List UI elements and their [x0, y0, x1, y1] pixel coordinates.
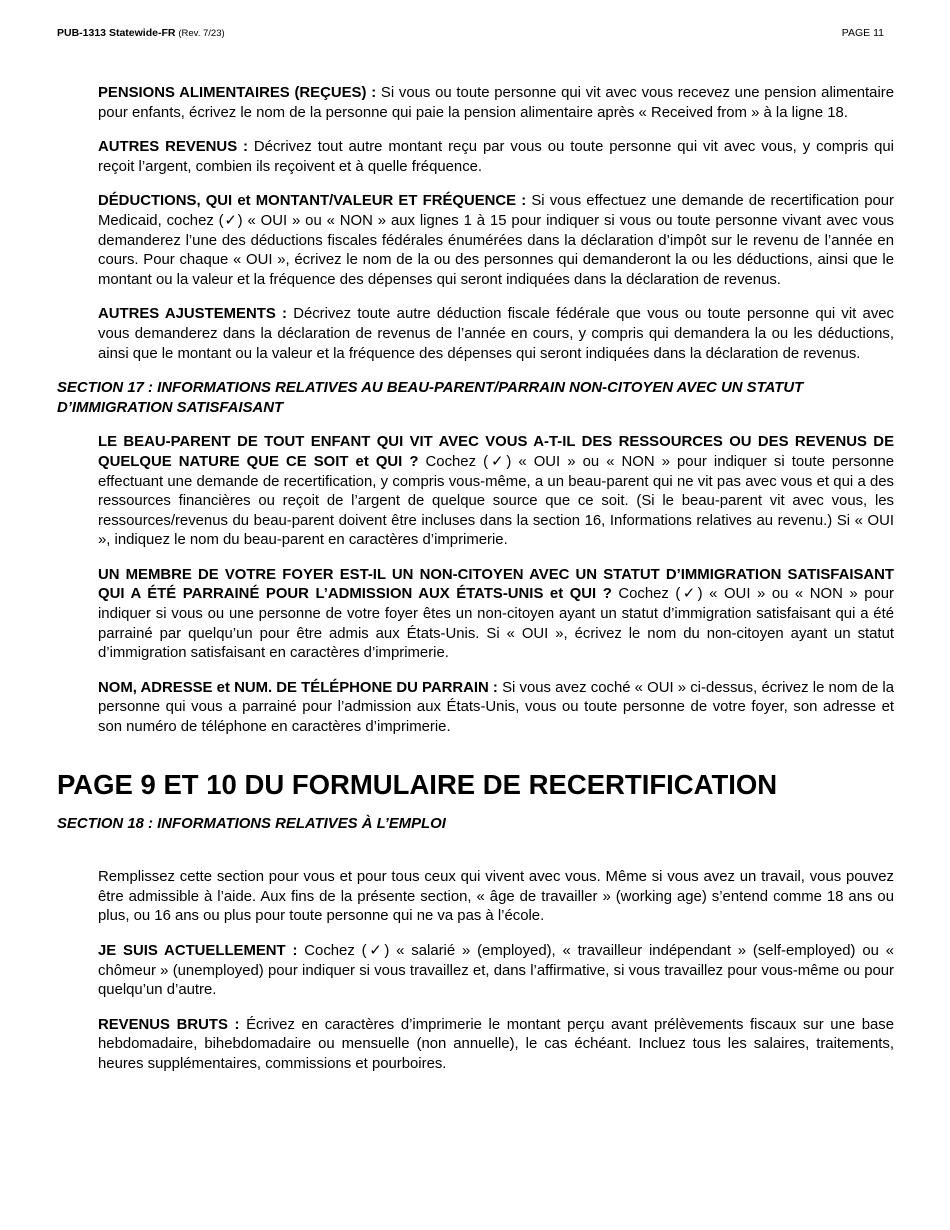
form-id: PUB-1313 Statewide-FR	[57, 27, 176, 39]
paragraph-term: REVENUS BRUTS :	[98, 1016, 240, 1033]
paragraph-pensions-alimentaires	[98, 84, 894, 123]
paragraph-beau-parent	[98, 433, 894, 551]
form-revision: (Rev. 7/23)	[178, 28, 225, 39]
page-header	[57, 27, 884, 39]
paragraph-non-citoyen	[98, 566, 894, 664]
paragraph-term: DÉDUCTIONS, QUI et MONTANT/VALEUR ET FRÉQUENCE :	[98, 193, 527, 210]
paragraph-revenus-bruts	[98, 1016, 894, 1075]
paragraph-term: LE BEAU-PARENT DE TOUT ENFANT QUI VIT AVEC VOUS A-T-IL DES RESSOURCES OU DES REVENUS DE QUELQUE NATURE QUE CE SOIT et QUI ?	[98, 434, 894, 470]
paragraph-term: UN MEMBRE DE VOTRE FOYER EST-IL UN NON-CITOYEN AVEC UN STATUT D’IMMIGRATION SATISFAISANT QUI A ÉTÉ PARRAINÉ POUR L’ADMISSION AUX ÉTATS-UNIS et QUI ?	[98, 566, 894, 603]
paragraph-term: AUTRES REVENUS :	[98, 139, 248, 156]
paragraph-text: Cochez (✓) « salarié » (employed), « travailleur indépendant » (self-employed) ou « chômeur » (unemployed) pour indiquer si vous travaillez et, dans l’affirmative, si vous travaillez pour vous-même ou pour quelqu’un d’autre.	[98, 943, 895, 999]
paragraph-text: Si vous avez coché « OUI » ci-dessus, écrivez le nom de la personne qui vous a parrainé pour l’admission aux États-Unis, vous ou toute personne de votre foyer, son adresse et son numéro de téléphone en caractères d’imprimerie.	[98, 679, 895, 736]
paragraph-parrain	[98, 679, 894, 738]
paragraph-term: AUTRES AJUSTEMENTS :	[98, 306, 287, 323]
paragraph-autres-revenus	[98, 138, 894, 177]
document-body	[57, 84, 894, 1090]
page-heading: PAGE 9 ET 10 DU FORMULAIRE DE RECERTIFICATION	[57, 768, 778, 800]
section-17-title: SECTION 17 : INFORMATIONS RELATIVES AU BEAU-PARENT/PARRAIN NON-CITOYEN AVEC UN STATUT D’IMMIGRATION SATISFAISANT	[57, 380, 804, 416]
paragraph-term: NOM, ADRESSE et NUM. DE TÉLÉPHONE DU PARRAIN :	[98, 679, 498, 696]
paragraph-autres-ajustements	[98, 305, 894, 364]
section-18-intro: Remplissez cette section pour vous et pour tous ceux qui vivent avec vous. Même si vous avez un travail, vous pouvez être admissible à l’aide. Aux fins de la présente section, « âge de travailler » (working age) s’entend comme 18 ans ou plus, ou 16 ans ou plus pour toute personne qui ne va pas à l’école.	[98, 869, 894, 925]
paragraph-text: Cochez (✓) « OUI » ou « NON » pour indiquer si toute personne effectuant une demande de recertification, y compris vous-même, a un beau-parent qui ne vit pas avec vous et qui a des ressources financières ou reçoit de l’argent de quelque source que ce soit. (Si le beau-parent vit avec vous, les ressources/revenus du beau-parent doivent être incluses dans la section 16, Informations relatives au revenu.) Si « OUI », indiquez le nom du beau-parent en caractères d’imprimerie.	[98, 453, 895, 549]
paragraph-deductions	[98, 192, 894, 290]
paragraph-text: Écrivez en caractères d’imprimerie le montant perçu avant prélèvements fiscaux sur une base hebdomadaire, bihebdomadaire ou mensuelle (non annuelle), le cas échéant. Incluez tous les salaires, traitements, heures supplémentaires, commissions et pourboires.	[98, 1016, 895, 1072]
paragraph-text: Décrivez tout autre montant reçu par vous ou toute personne qui vit avec vous, y compris qui reçoit l’argent, combien ils reçoivent et à quelle fréquence.	[98, 139, 894, 175]
form-identifier	[57, 27, 225, 39]
paragraph-term: PENSIONS ALIMENTAIRES (REÇUES) :	[98, 85, 377, 101]
paragraph-text: Décrivez toute autre déduction fiscale fédérale que vous ou toute personne qui vit avec vous demanderez dans la déclaration de revenus de l’année en cours, y compris qui demandera la ou les déductions, ainsi que le montant ou la valeur et la fréquence des dépenses qui seront indiquées dans la déclaration de revenus.	[98, 306, 894, 362]
paragraph-je-suis-actuellement	[98, 942, 894, 1001]
paragraph-text: Si vous effectuez une demande de recertification pour Medicaid, cochez (✓) « OUI » ou « NON » aux lignes 1 à 15 pour indiquer si vous ou toute personne vivant avec vous demanderez l’une des déductions fiscales fédérales énumérées dans la déclaration d’impôt sur le revenu de l’année en cours. Pour chaque « OUI », écrivez le nom de la ou des personnes qui demanderont la ou les déductions, ainsi que le montant ou la valeur et la fréquence des dépenses qui seront indiquées dans la déclaration de revenus.	[98, 193, 894, 288]
paragraph-term: JE SUIS ACTUELLEMENT :	[98, 943, 298, 959]
section-18-title: SECTION 18 : INFORMATIONS RELATIVES À L’EMPLOI	[57, 815, 446, 832]
paragraph-text: Si vous ou toute personne qui vit avec vous recevez une pension alimentaire pour enfants, écrivez le nom de la personne qui paie la pension alimentaire après « Received from » à la ligne 18.	[98, 85, 894, 121]
page-number: PAGE 11	[841, 27, 884, 39]
paragraph-text: Cochez (✓) « OUI » ou « NON » pour indiquer si vous ou une personne de votre foyer êtes un non-citoyen ayant un statut d’immigration satisfaisant qui a été parrainé par quelqu’un pour être admis aux États-Unis. Si « OUI », écrivez le nom du non-citoyen ayant un statut d’immigration satisfaisant en caractères d’imprimerie.	[98, 586, 895, 662]
